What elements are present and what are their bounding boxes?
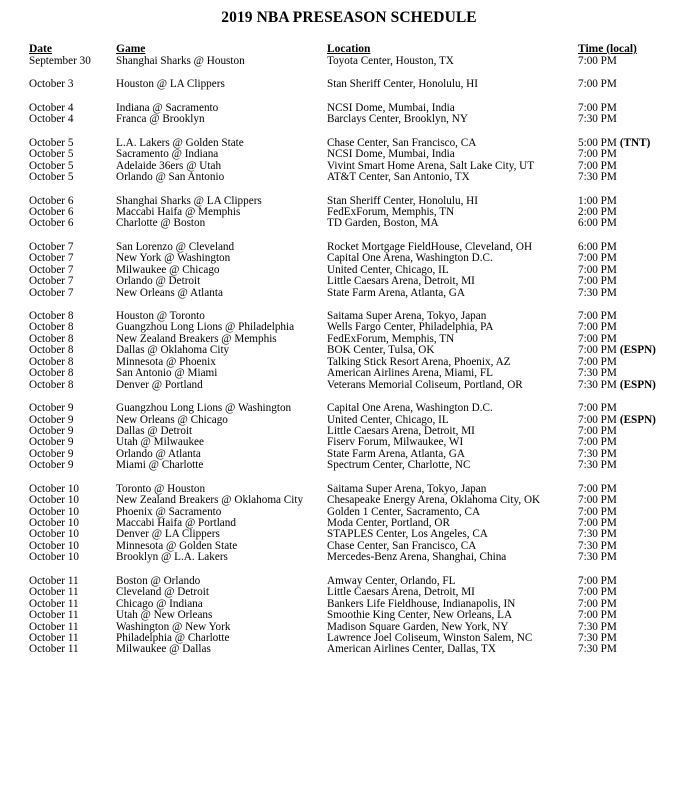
- time-cell-text: 7:00 PM: [578, 517, 617, 529]
- date-cell-text: October 7: [29, 286, 74, 299]
- game-cell-text: Miami @ Charlotte: [116, 459, 204, 472]
- time-cell-text: 7:00 PM: [578, 310, 617, 322]
- location-cell: [327, 79, 478, 90]
- date-cell-text: October 5: [29, 159, 74, 172]
- time-cell-text: 2:00 PM: [578, 205, 617, 218]
- time-cell-text: 7:00 PM: [578, 586, 617, 599]
- table-row: [0, 644, 698, 655]
- location-cell-text: United Center, Chicago, IL: [327, 413, 449, 426]
- time-cell: [578, 288, 617, 299]
- date-cell-text: October 7: [29, 252, 74, 265]
- time-cell-text: 7:30 PM: [578, 620, 617, 633]
- game-cell: [116, 552, 228, 563]
- date-cell-text: October 4: [29, 113, 74, 126]
- location-cell-text: FedExForum, Memphis, TN: [327, 205, 455, 218]
- location-cell: [327, 460, 470, 471]
- date-cell-text: October 11: [29, 620, 79, 633]
- time-cell-text: 7:30 PM: [578, 378, 617, 391]
- game-cell-text: New Zealand Breakers @ Oklahoma City: [116, 494, 304, 507]
- location-cell-text: STAPLES Center, Los Angeles, CA: [327, 528, 488, 541]
- location-cell-text: Chesapeake Energy Arena, Oklahoma City, OK: [327, 494, 541, 507]
- time-cell-text: 7:00 PM: [578, 424, 617, 437]
- table-row: [0, 114, 698, 125]
- game-cell-text: Sacramento @ Indiana: [116, 148, 219, 161]
- game-cell: [116, 460, 203, 471]
- date-cell-text: October 8: [29, 344, 74, 357]
- game-cell-text: Houston @ Toronto: [116, 310, 205, 322]
- time-cell-text: 7:00 PM: [578, 275, 617, 288]
- date-cell-text: October 10: [29, 494, 80, 507]
- table-row: [0, 552, 698, 563]
- time-cell-text: 7:30 PM: [578, 367, 617, 380]
- game-cell-text: Shanghai Sharks @ LA Clippers: [116, 194, 262, 207]
- date-cell-text: October 8: [29, 378, 74, 391]
- game-cell: [116, 644, 211, 655]
- game-cell-text: San Antonio @ Miami: [116, 367, 218, 380]
- game-cell-text: Maccabi Haifa @ Memphis: [116, 205, 241, 218]
- location-cell-text: NCSI Dome, Mumbai, India: [327, 148, 455, 161]
- game-cell-text: Dallas @ Oklahoma City: [116, 344, 230, 357]
- time-cell-text: 7:00 PM: [578, 597, 617, 610]
- time-cell-text: 6:00 PM: [578, 240, 617, 253]
- game-cell-text: Phoenix @ Sacramento: [116, 505, 222, 518]
- location-cell: [327, 56, 454, 67]
- table-row: [0, 79, 698, 90]
- location-cell-text: Madison Square Garden, New York, NY: [327, 620, 509, 633]
- game-cell-text: Houston @ LA Clippers: [116, 78, 225, 91]
- location-cell-text: Smoothie King Center, New Orleans, LA: [327, 609, 513, 622]
- game-cell-text: Denver @ LA Clippers: [116, 528, 220, 541]
- time-cell-text: 7:00 PM: [578, 263, 617, 276]
- date-cell-text: October 7: [29, 240, 74, 253]
- header-date: Date: [29, 43, 52, 55]
- game-cell-text: Denver @ Portland: [116, 378, 203, 391]
- date-cell: [29, 460, 73, 471]
- tv-network-badge: (ESPN): [619, 378, 656, 391]
- time-cell-text: 7:00 PM: [578, 505, 617, 518]
- time-cell-text: 7:30 PM: [578, 643, 617, 656]
- time-cell: [578, 644, 617, 655]
- date-cell-text: October 8: [29, 310, 74, 322]
- location-cell-text: Capital One Arena, Washington D.C.: [327, 402, 493, 415]
- table-row: [0, 172, 698, 183]
- location-cell-text: Barclays Center, Brooklyn, NY: [327, 113, 468, 126]
- time-cell-text: 7:30 PM: [578, 539, 617, 552]
- location-cell-text: NCSI Dome, Mumbai, India: [327, 101, 455, 114]
- date-cell-text: October 10: [29, 517, 80, 529]
- game-cell: [116, 218, 205, 229]
- location-cell-text: Amway Center, Orlando, FL: [327, 574, 456, 587]
- location-cell-text: Talking Stick Resort Arena, Phoenix, AZ: [327, 355, 511, 368]
- time-cell-text: 7:00 PM: [578, 148, 617, 161]
- date-cell: [29, 644, 79, 655]
- tv-network-badge: (TNT): [619, 136, 651, 149]
- location-cell-text: Wells Fargo Center, Philadelphia, PA: [327, 321, 494, 334]
- date-cell: [29, 552, 79, 563]
- date-cell-text: September 30: [29, 55, 91, 67]
- location-cell-text: AT&T Center, San Antonio, TX: [327, 171, 470, 184]
- location-cell: [327, 288, 465, 299]
- time-cell-text: 7:30 PM: [578, 447, 617, 460]
- game-cell-text: Dallas @ Detroit: [116, 424, 193, 437]
- game-cell-text: Orlando @ Detroit: [116, 275, 201, 288]
- game-cell-text: Milwaukee @ Dallas: [116, 643, 211, 656]
- date-cell: [29, 79, 73, 90]
- game-cell-text: Adelaide 36ers @ Utah: [116, 159, 222, 172]
- game-cell-text: Orlando @ Atlanta: [116, 447, 201, 460]
- time-cell: [578, 79, 617, 90]
- game-cell-text: Toronto @ Houston: [116, 482, 206, 495]
- tv-network-badge: (ESPN): [619, 413, 656, 426]
- date-cell-text: October 11: [29, 643, 79, 656]
- game-cell: [116, 172, 224, 183]
- time-cell: [578, 56, 617, 67]
- location-cell-text: Bankers Life Fieldhouse, Indianapolis, IN: [327, 597, 516, 610]
- time-cell-text: 7:00 PM: [578, 332, 617, 345]
- date-cell: [29, 380, 73, 391]
- time-cell-text: 7:00 PM: [578, 609, 617, 622]
- time-cell-text: 7:00 PM: [578, 355, 617, 368]
- date-cell-text: October 11: [29, 586, 79, 599]
- location-cell-text: Vivint Smart Home Arena, Salt Lake City, UT: [327, 159, 535, 172]
- date-cell-text: October 8: [29, 321, 74, 334]
- game-cell-text: Shanghai Sharks @ Houston: [116, 55, 245, 67]
- time-cell-text: 7:30 PM: [578, 459, 617, 472]
- location-cell-text: Saitama Super Arena, Tokyo, Japan: [327, 482, 487, 495]
- game-cell-text: Boston @ Orlando: [116, 574, 201, 587]
- time-cell-text: 7:00 PM: [578, 101, 617, 114]
- time-cell-text: 7:00 PM: [578, 321, 617, 334]
- location-cell: [327, 172, 470, 183]
- date-cell-text: October 8: [29, 355, 74, 368]
- game-cell: [116, 79, 225, 90]
- date-cell-text: October 5: [29, 136, 74, 149]
- location-cell-text: United Center, Chicago, IL: [327, 263, 449, 276]
- location-cell-text: Moda Center, Portland, OR: [327, 517, 450, 529]
- location-cell: [327, 644, 496, 655]
- header-time: Time (local): [578, 43, 637, 55]
- game-cell-text: Milwaukee @ Chicago: [116, 263, 220, 276]
- location-cell-text: BOK Center, Tulsa, OK: [327, 344, 435, 357]
- location-cell: [327, 114, 468, 125]
- time-cell: [578, 380, 656, 391]
- time-cell-text: 7:00 PM: [578, 159, 617, 172]
- location-cell-text: Spectrum Center, Charlotte, NC: [327, 459, 471, 472]
- game-cell-text: Guangzhou Long Lions @ Philadelphia: [116, 321, 295, 334]
- game-cell-text: Minnesota @ Phoenix: [116, 355, 216, 368]
- time-cell-text: 7:30 PM: [578, 113, 617, 126]
- date-cell-text: October 9: [29, 459, 74, 472]
- time-cell-text: 7:00 PM: [578, 55, 617, 67]
- date-cell-text: October 5: [29, 148, 74, 161]
- location-cell-text: TD Garden, Boston, MA: [327, 217, 439, 230]
- game-cell: [116, 56, 245, 67]
- date-cell-text: October 8: [29, 367, 74, 380]
- date-cell-text: October 10: [29, 551, 80, 564]
- date-cell-text: October 6: [29, 194, 74, 207]
- table-row: [0, 56, 698, 67]
- date-cell-text: October 4: [29, 101, 74, 114]
- time-cell-text: 7:00 PM: [578, 344, 617, 357]
- location-cell-text: American Airlines Center, Dallas, TX: [327, 643, 496, 656]
- game-cell: [116, 380, 203, 391]
- location-cell-text: Mercedes-Benz Arena, Shanghai, China: [327, 551, 507, 564]
- location-cell: [327, 380, 523, 391]
- date-cell-text: October 11: [29, 574, 79, 587]
- time-cell: [578, 460, 617, 471]
- time-cell: [578, 218, 617, 229]
- date-cell-text: October 9: [29, 402, 74, 415]
- location-cell-text: Toyota Center, Houston, TX: [327, 55, 454, 67]
- time-cell: [578, 552, 617, 563]
- game-cell-text: Maccabi Haifa @ Portland: [116, 517, 236, 529]
- date-cell: [29, 288, 73, 299]
- game-cell-text: Chicago @ Indiana: [116, 597, 203, 610]
- time-cell-text: 1:00 PM: [578, 194, 617, 207]
- date-cell-text: October 8: [29, 332, 74, 345]
- schedule-table: [0, 56, 698, 656]
- time-cell-text: 7:00 PM: [578, 494, 617, 507]
- date-cell-text: October 10: [29, 505, 80, 518]
- game-cell-text: Charlotte @ Boston: [116, 217, 206, 230]
- time-cell-text: 7:30 PM: [578, 551, 617, 564]
- game-cell-text: Indiana @ Sacramento: [116, 101, 219, 114]
- location-cell-text: Golden 1 Center, Sacramento, CA: [327, 505, 481, 518]
- location-cell-text: FedExForum, Memphis, TN: [327, 332, 455, 345]
- date-cell-text: October 10: [29, 528, 80, 541]
- game-cell-text: New Zealand Breakers @ Memphis: [116, 332, 277, 345]
- game-cell-text: San Lorenzo @ Cleveland: [116, 240, 235, 253]
- date-cell-text: October 9: [29, 436, 74, 449]
- date-cell: [29, 172, 73, 183]
- date-cell: [29, 218, 73, 229]
- header-location: Location: [327, 43, 371, 55]
- location-cell-text: Stan Sheriff Center, Honolulu, HI: [327, 78, 478, 91]
- game-cell-text: Utah @ Milwaukee: [116, 436, 204, 449]
- location-cell-text: State Farm Arena, Atlanta, GA: [327, 286, 465, 299]
- time-cell-text: 7:00 PM: [578, 413, 617, 426]
- time-cell-text: 7:30 PM: [578, 528, 617, 541]
- game-cell: [116, 288, 223, 299]
- date-cell-text: October 11: [29, 597, 79, 610]
- game-cell-text: Cleveland @ Detroit: [116, 586, 209, 599]
- location-cell: [327, 218, 439, 229]
- time-cell-text: 6:00 PM: [578, 217, 617, 230]
- location-cell: [327, 552, 506, 563]
- page-title: 2019 NBA PRESEASON SCHEDULE: [221, 9, 477, 26]
- game-cell-text: Minnesota @ Golden State: [116, 539, 238, 552]
- location-cell-text: Chase Center, San Francisco, CA: [327, 539, 477, 552]
- game-cell-text: New Orleans @ Chicago: [116, 413, 228, 426]
- time-cell-text: 7:00 PM: [578, 436, 617, 449]
- location-cell-text: State Farm Arena, Atlanta, GA: [327, 447, 465, 460]
- game-cell-text: New York @ Washington: [116, 252, 231, 265]
- location-cell-text: Veterans Memorial Coliseum, Portland, OR: [327, 378, 523, 391]
- location-cell-text: Rocket Mortgage FieldHouse, Cleveland, OH: [327, 240, 533, 253]
- time-cell-text: 7:00 PM: [578, 402, 617, 415]
- time-cell: [578, 172, 617, 183]
- game-cell-text: Washington @ New York: [116, 620, 231, 633]
- location-cell-text: Saitama Super Arena, Tokyo, Japan: [327, 310, 487, 322]
- game-cell: [116, 114, 205, 125]
- time-cell-text: 7:30 PM: [578, 171, 617, 184]
- table-row: [0, 218, 698, 229]
- time-cell-text: 7:30 PM: [578, 286, 617, 299]
- time-cell-text: 7:00 PM: [578, 482, 617, 495]
- location-cell-text: Stan Sheriff Center, Honolulu, HI: [327, 194, 478, 207]
- date-cell-text: October 7: [29, 263, 74, 276]
- date-cell-text: October 7: [29, 275, 74, 288]
- game-cell-text: Philadelphia @ Charlotte: [116, 631, 230, 644]
- time-cell-text: 7:00 PM: [578, 574, 617, 587]
- location-cell-text: Fiserv Forum, Milwaukee, WI: [327, 436, 464, 449]
- date-cell-text: October 9: [29, 424, 74, 437]
- location-cell-text: Little Caesars Arena, Detroit, MI: [327, 586, 475, 599]
- table-row: [0, 380, 698, 391]
- date-cell-text: October 10: [29, 539, 80, 552]
- location-cell-text: Lawrence Joel Coliseum, Winston Salem, NC: [327, 631, 533, 644]
- game-cell-text: Orlando @ San Antonio: [116, 171, 225, 184]
- time-cell-text: 7:30 PM: [578, 631, 617, 644]
- tv-network-badge: (ESPN): [619, 344, 656, 357]
- date-cell-text: October 6: [29, 217, 74, 230]
- date-cell: [29, 56, 91, 67]
- date-cell-text: October 3: [29, 78, 74, 91]
- time-cell-text: 7:00 PM: [578, 78, 617, 91]
- location-cell-text: Little Caesars Arena, Detroit, MI: [327, 275, 475, 288]
- date-cell-text: October 11: [29, 609, 79, 622]
- header-game: Game: [116, 43, 146, 55]
- date-cell-text: October 9: [29, 447, 74, 460]
- location-cell-text: Chase Center, San Francisco, CA: [327, 136, 477, 149]
- date-cell-text: October 10: [29, 482, 80, 495]
- location-cell-text: Little Caesars Arena, Detroit, MI: [327, 424, 475, 437]
- date-cell-text: October 11: [29, 631, 79, 644]
- time-cell: [578, 114, 617, 125]
- time-cell-text: 5:00 PM: [578, 136, 617, 149]
- game-cell-text: Utah @ New Orleans: [116, 609, 213, 622]
- date-cell-text: October 9: [29, 413, 74, 426]
- table-row: [0, 288, 698, 299]
- game-cell-text: New Orleans @ Atlanta: [116, 286, 223, 299]
- time-cell-text: 7:00 PM: [578, 252, 617, 265]
- date-cell-text: October 6: [29, 205, 74, 218]
- date-cell-text: October 5: [29, 171, 74, 184]
- game-cell-text: Brooklyn @ L.A. Lakers: [116, 551, 228, 564]
- game-cell-text: Franca @ Brooklyn: [116, 113, 205, 126]
- game-cell-text: L.A. Lakers @ Golden State: [116, 136, 244, 149]
- location-cell-text: Capital One Arena, Washington D.C.: [327, 252, 493, 265]
- table-row: [0, 460, 698, 471]
- date-cell: [29, 114, 73, 125]
- location-cell-text: American Airlines Arena, Miami, FL: [327, 367, 493, 380]
- game-cell-text: Guangzhou Long Lions @ Washington: [116, 402, 292, 415]
